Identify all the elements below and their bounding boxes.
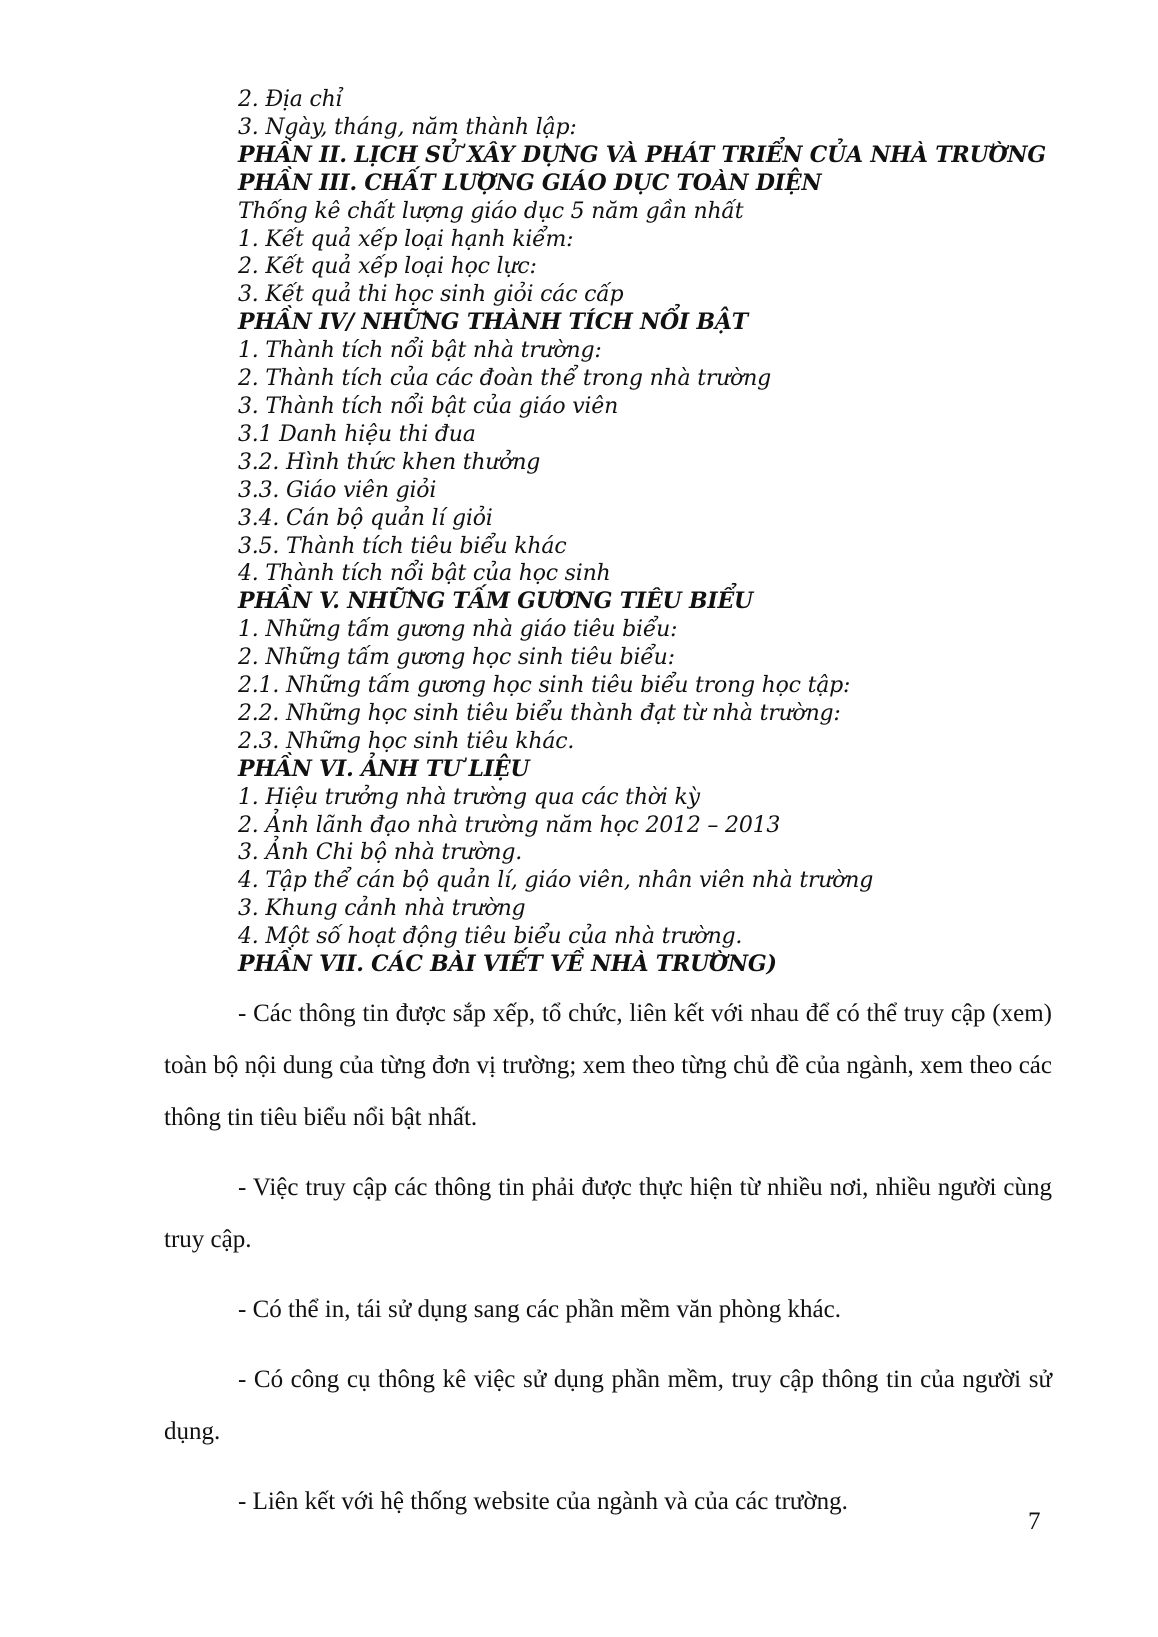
outline-item: 3.2. Hình thức khen thưởng xyxy=(238,449,541,475)
outline-item: Thống kê chất lượng giáo dục 5 năm gần nhất xyxy=(238,198,744,224)
outline-item: 3.4. Cán bộ quản lí giỏi xyxy=(238,505,493,531)
outline-item: 3. Khung cảnh nhà trường xyxy=(238,896,526,922)
outline-item: 2.1. Những tấm gương học sinh tiêu biểu trong học tập: xyxy=(238,673,851,699)
outline-item: 4. Tập thể cán bộ quản lí, giáo viên, nhân viên nhà trường xyxy=(238,868,874,894)
document-outline xyxy=(238,86,1098,979)
outline-item: 2.3. Những học sinh tiêu khác. xyxy=(238,728,575,754)
outline-item: 2. Kết quả xếp loại học lực: xyxy=(238,254,537,280)
body-text xyxy=(164,988,1052,1546)
body-paragraph: - Các thông tin được sắp xếp, tổ chức, liên kết với nhau để có thể truy cập (xem) toàn bộ nội dung của từng đơn vị trường; xem theo từng chủ đề của ngành, xem theo các thông tin tiêu biểu nổi bật nhất. xyxy=(164,1000,1052,1131)
outline-item: 1. Thành tích nổi bật nhà trường: xyxy=(238,338,602,364)
outline-item: 2. Địa chỉ xyxy=(238,87,343,112)
section-heading: PHẦN II. LỊCH SỬ XÂY DỰNG VÀ PHÁT TRIỂN CỦA NHÀ TRƯỜNG xyxy=(238,141,1046,168)
body-paragraph: - Việc truy cập các thông tin phải được thực hiện từ nhiều nơi, nhiều người cùng truy cập. xyxy=(164,1174,1052,1253)
outline-item: 3.1 Danh hiệu thi đua xyxy=(238,421,476,447)
outline-item: 1. Hiệu trưởng nhà trường qua các thời kỳ xyxy=(238,784,700,810)
outline-item: 2. Thành tích của các đoàn thể trong nhà trường xyxy=(238,366,772,392)
outline-item: 3. Ngày, tháng, năm thành lập: xyxy=(238,114,577,140)
body-paragraph: - Liên kết với hệ thống website của ngành và của các trường. xyxy=(238,1488,848,1515)
page-number: 7 xyxy=(1028,1508,1041,1535)
outline-item: 3. Kết quả thi học sinh giỏi các cấp xyxy=(238,282,624,308)
outline-item: 3.3. Giáo viên giỏi xyxy=(238,477,437,503)
section-heading: PHẦN VII. CÁC BÀI VIẾT VỀ NHÀ TRƯỜNG) xyxy=(238,951,777,978)
outline-item: 3.5. Thành tích tiêu biểu khác xyxy=(238,533,567,559)
outline-item: 1. Những tấm gương nhà giáo tiêu biểu: xyxy=(238,617,678,643)
outline-item: 2. Những tấm gương học sinh tiêu biểu: xyxy=(238,645,675,671)
section-heading: PHẦN V. NHỮNG TẤM GƯƠNG TIÊU BIỂU xyxy=(238,588,754,615)
section-heading: PHẦN VI. ẢNH TƯ LIỆU xyxy=(238,755,530,782)
outline-item: 4. Một số hoạt động tiêu biểu của nhà trường. xyxy=(238,924,743,950)
section-heading: PHẦN III. CHẤT LƯỢNG GIÁO DỤC TOÀN DIỆN xyxy=(238,169,822,196)
outline-item: 3. Thành tích nổi bật của giáo viên xyxy=(238,393,619,419)
outline-item: 3. Ảnh Chi bộ nhà trường. xyxy=(238,840,523,866)
outline-item: 1. Kết quả xếp loại hạnh kiểm: xyxy=(238,226,574,252)
body-paragraph: - Có công cụ thông kê việc sử dụng phần mềm, truy cập thông tin của người sử dụng. xyxy=(164,1366,1052,1445)
outline-item: 2. Ảnh lãnh đạo nhà trường năm học 2012 – 2013 xyxy=(238,812,781,838)
section-heading: PHẦN IV/ NHỮNG THÀNH TÍCH NỔI BẬT xyxy=(238,309,748,336)
outline-item: 4. Thành tích nổi bật của học sinh xyxy=(238,561,611,587)
outline-item: 2.2. Những học sinh tiêu biểu thành đạt từ nhà trường: xyxy=(238,700,841,726)
body-paragraph: - Có thể in, tái sử dụng sang các phần mềm văn phòng khác. xyxy=(238,1296,841,1323)
